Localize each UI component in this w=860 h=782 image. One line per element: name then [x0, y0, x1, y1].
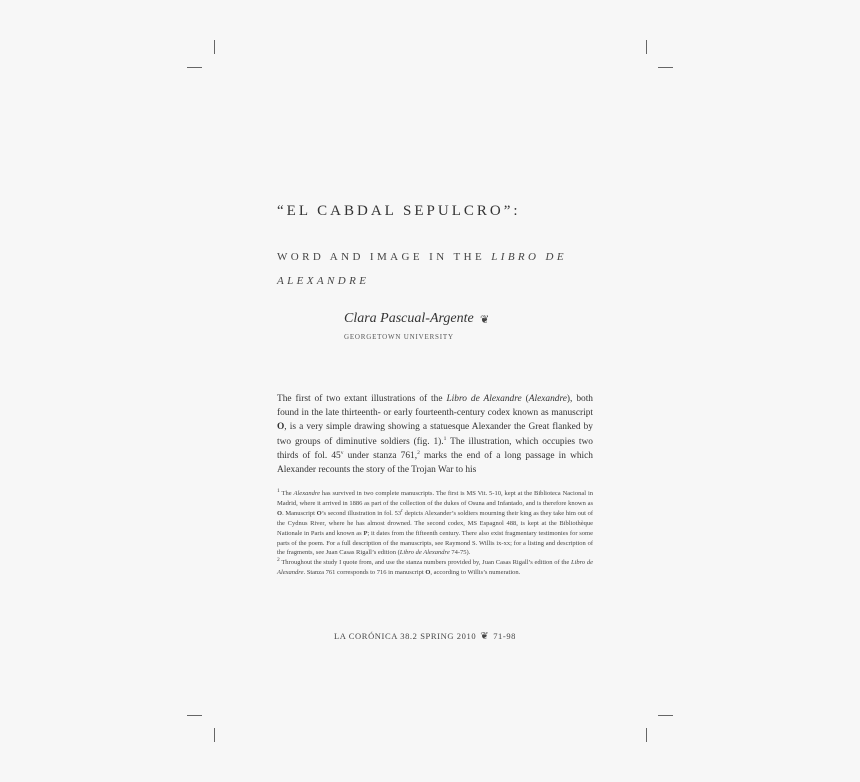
author-affiliation: GEORGETOWN UNIVERSITY	[344, 333, 454, 341]
folio-recto-mark: r	[401, 507, 403, 514]
subtitle-prefix: WORD AND IMAGE IN THE	[277, 251, 492, 263]
crop-mark-bottom-left-horizontal	[187, 715, 202, 716]
fleuron-icon: ❦	[480, 314, 490, 326]
footnote-ref-2: 2	[417, 449, 420, 456]
crop-mark-top-right-vertical	[646, 40, 647, 54]
folio-verso-mark: v	[340, 449, 344, 456]
footnote-text-run: . Stanza 761 corresponds to 716 in manuscript	[303, 569, 426, 577]
journal-issue: LA CORÓNICA 38.2 SPRING 2010	[334, 631, 477, 641]
footnote-text-run: depicts Alexander’s soldiers mourning their king as they take him out of the Cydnus River, where he has almost drowned. The second codex, MS Espagnol 488, is kept at the Bibliothèque Nationale in Paris and known as	[277, 509, 593, 537]
crop-mark-top-right-horizontal	[658, 67, 673, 68]
article-title: “EL CABDAL SEPULCRO”:	[277, 203, 521, 219]
article-subtitle	[277, 245, 577, 293]
footnote-manuscript-siglum: P	[363, 529, 368, 537]
body-text-run: (	[521, 394, 529, 404]
footnote-manuscript-siglum: O	[425, 569, 431, 577]
crop-mark-top-left-vertical	[214, 40, 215, 54]
body-text-run: ), both found in the late thirteenth- or early fourteenth-century codex known as manuscript	[277, 394, 593, 419]
crop-mark-bottom-right-horizontal	[658, 715, 673, 716]
body-text-run: under stanza 761,	[343, 450, 418, 461]
footnote-ref-1: 1	[443, 435, 447, 442]
footnote-italic-title: Alexandre	[293, 490, 321, 497]
running-footer	[334, 631, 516, 642]
crop-mark-bottom-left-vertical	[214, 728, 215, 742]
footnote-2	[277, 558, 593, 578]
footnote-italic-title: Libro de Alexandre	[399, 549, 450, 557]
body-italic-title: Libro de Alexandre	[446, 394, 522, 404]
body-text-run: marks the end of a long passage in which Alexander recounts the story of the Trojan War to his	[277, 450, 593, 476]
footnote-text-run: , according to Willis’s numeration.	[430, 569, 521, 577]
footnote-text-run: Throughout the study I quote from, and use the stanza numbers provided by, Juan Casas Rigall’s edition of the	[279, 559, 571, 567]
crop-mark-top-left-horizontal	[187, 67, 202, 68]
footnotes	[277, 489, 593, 578]
body-text-run: , is a very simple drawing showing a statuesque Alexander the Great flanked by two groups of diminutive soldiers (fig. 1).	[277, 422, 593, 447]
subtitle-work-title: LIBRO DE ALEXANDRE	[277, 251, 568, 287]
body-manuscript-siglum: O	[277, 422, 285, 433]
body-paragraph	[277, 392, 593, 477]
page-range: 71-98	[493, 631, 517, 641]
body-italic-title: Alexandre	[528, 394, 567, 404]
footnote-number: 2	[277, 557, 280, 564]
body-text-run: The illustration, which occupies two thirds of fol. 45	[277, 436, 593, 461]
author-name: Clara Pascual-Argente	[344, 311, 474, 326]
footnote-number: 1	[277, 487, 280, 494]
footnote-text-run: has survived in two complete manuscripts. The first is MS Vit. 5-10, kept at the Biblioteca Nacional in Madrid, where it arrived in 1886 as part of the collection of the dukes of Osuna and Infantado, and is therefore known as	[277, 490, 593, 507]
footnote-manuscript-siglum: O	[316, 509, 322, 517]
footnote-1	[277, 489, 593, 558]
footnote-text-run: . Manuscript	[282, 509, 317, 517]
body-text-run: The first of two extant illustrations of the	[277, 394, 447, 404]
footnote-text-run: ’s second illustration in fol. 53	[321, 509, 402, 517]
footnote-italic-title: Libro de Alexandre	[277, 559, 593, 577]
footnote-text-run: 74-75).	[449, 549, 471, 557]
footnote-text-run: ; it dates from the fifteenth century. There also exist fragmentary testimonies for some parts of the poem. For a full description of the manuscripts, see Raymond S. Willis ix-xx; for a listing and description of the fragments, see Juan Casas Rigall’s edition (	[277, 529, 593, 557]
crop-mark-bottom-right-vertical	[646, 728, 647, 742]
footnote-text-run: The	[279, 490, 294, 497]
fleuron-icon: ❦	[480, 631, 490, 642]
footnote-manuscript-siglum: O	[277, 509, 283, 517]
